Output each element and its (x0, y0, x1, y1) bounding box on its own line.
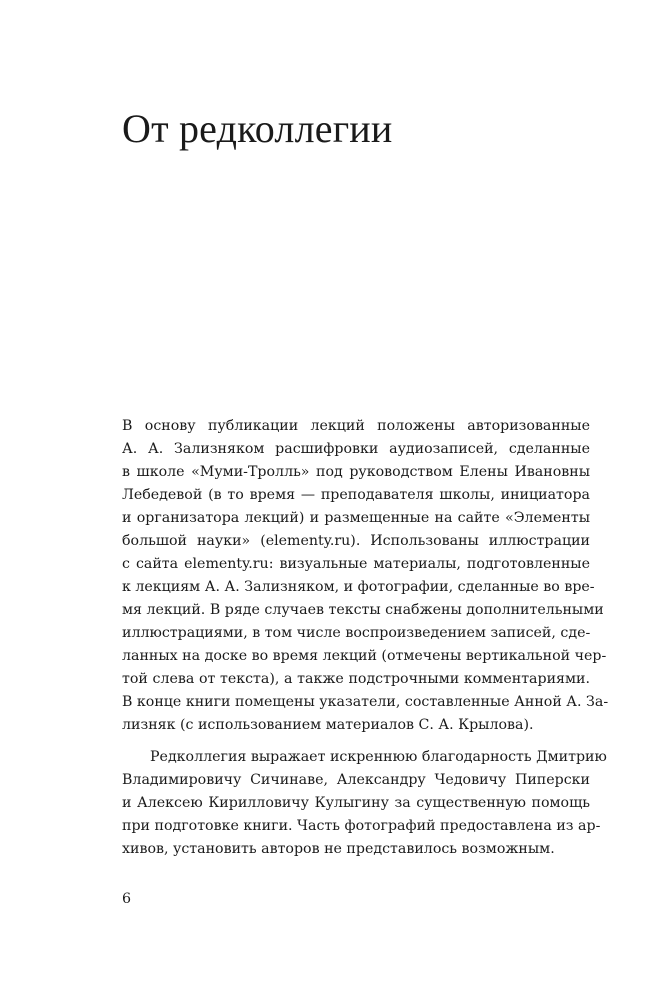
paragraph-2 (122, 746, 607, 861)
text-line: В конце книги помещены указатели, составленные Анной А. За- (122, 694, 609, 710)
text-line: с сайта elementy.ru: визуальные материалы, подготовленные (122, 556, 590, 572)
text-line: той слева от текста), а также подстрочными комментариями. (122, 671, 590, 687)
text-line: Лебедевой (в то время — преподавателя школы, инициатора (122, 487, 590, 503)
text-line: большой науки» (elementy.ru). Использованы иллюстрации (122, 533, 590, 549)
text-line: ланных на доске во время лекций (отмечены вертикальной чер- (122, 648, 607, 664)
text-line: хивов, установить авторов не представилось возможным. (122, 841, 555, 857)
text-line: Редколлегия выражает искреннюю благодарность Дмитрию (150, 749, 607, 765)
page-number: 6 (122, 891, 132, 907)
text-line: лизняк (с использованием материалов С. А. Крылова). (122, 717, 534, 733)
page-title: От редколлегии (122, 106, 393, 151)
text-line: А. А. Зализняком расшифровки аудиозаписей, сделанные (122, 441, 590, 457)
text-line: иллюстрациями, в том числе воспроизведением записей, сде- (122, 625, 591, 641)
text-line: мя лекций. В ряде случаев тексты снабжены дополнительными (122, 602, 604, 618)
text-line: к лекциям А. А. Зализняком, и фотографии, сделанные во вре- (122, 579, 595, 595)
text-line: при подготовке книги. Часть фотографий предоставлена из ар- (122, 818, 601, 834)
text-line: Владимировичу Сичинаве, Александру Чедовичу Пиперски (122, 772, 590, 788)
paragraph-1 (122, 415, 609, 737)
text-line: и организатора лекций) и размещенные на сайте «Элементы (122, 510, 590, 526)
text-line: и Алексею Кирилловичу Кулыгину за существенную помощь (122, 795, 590, 811)
text-line: В основу публикации лекций положены авторизованные (122, 418, 590, 434)
text-line: в школе «Муми-Тролль» под руководством Елены Ивановны (122, 464, 590, 480)
